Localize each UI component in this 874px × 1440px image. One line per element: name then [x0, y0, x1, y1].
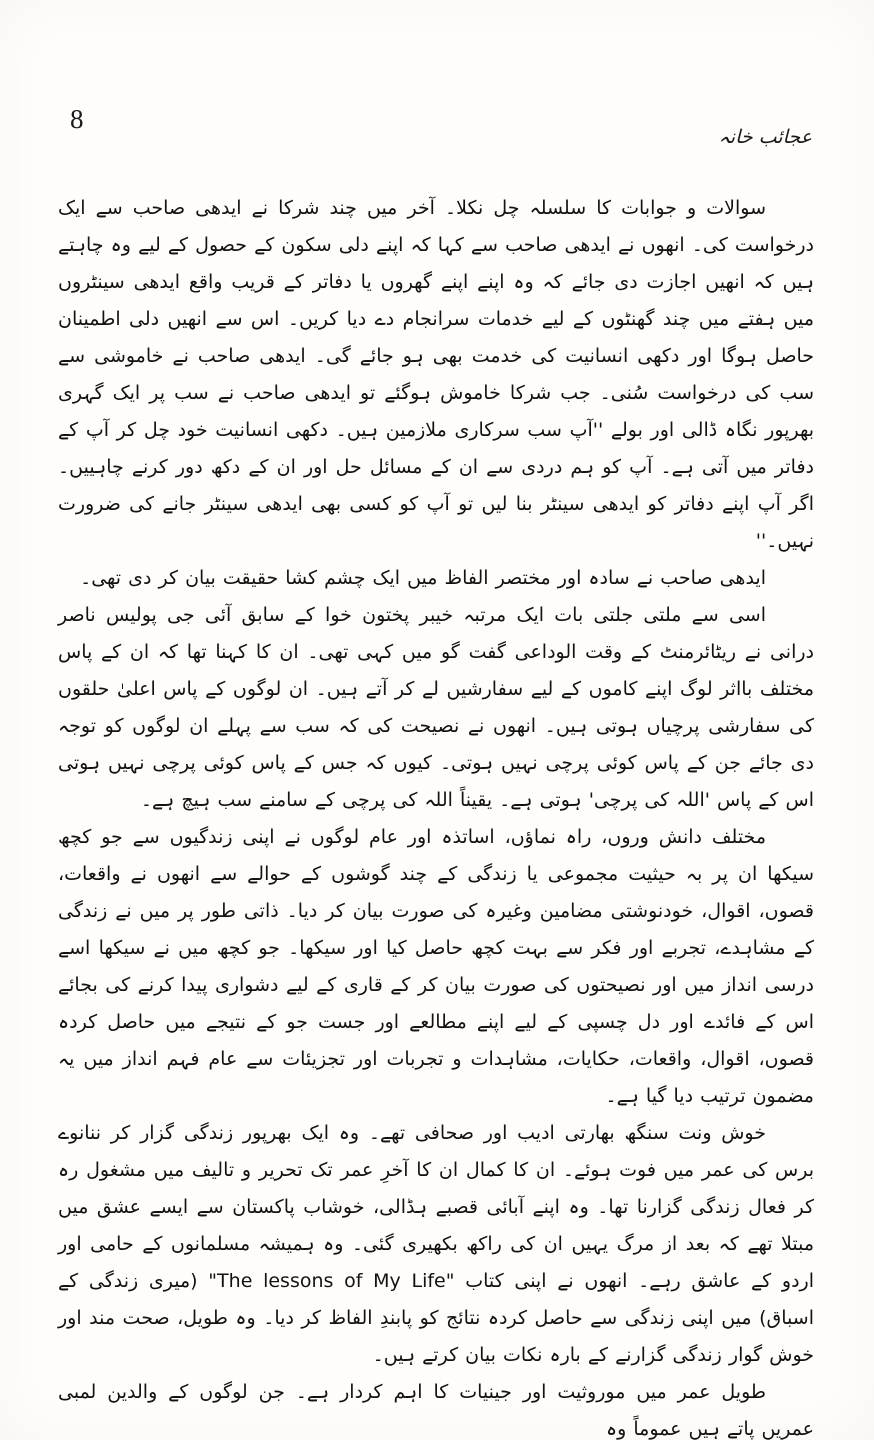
- paragraph-nasir-durrani: اسی سے ملتی جلتی بات ایک مرتبہ خیبر پختون خوا کے سابق آئی جی پولیس ناصر درانی نے ریٹائرمنٹ کے وقت الوداعی گفت گو میں کہی تھی۔ ان کا کہنا تھا کہ ان کے پاس مختلف بااثر لوگ اپنے کاموں کے لیے سفارشیں لے کر آتے ہیں۔ ان لوگوں کے پاس اعلیٰ حلقوں کی سفارشی پرچیاں ہوتی ہیں۔ انھوں نے نصیحت کی کہ سب سے پہلے ان لوگوں کو توجہ دی جائے جن کے پاس کوئی پرچی نہیں ہوتی۔ کیوں کہ جس کے پاس کوئی پرچی نہیں ہوتی اس کے پاس 'اللہ کی پرچی' ہوتی ہے۔ یقیناً اللہ کی پرچی کے سامنے سب ہیچ ہے۔: [58, 604, 814, 811]
- paragraph-khushwant-singh: خوش ونت سنگھ بھارتی ادیب اور صحافی تھے۔ وہ ایک بھرپور زندگی گزار کر ننانوے برس کی عمر میں فوت ہوئے۔ ان کا کمال ان کا آخرِ عمر تک تحریر و تالیف میں مشغول رہ کر فعال زندگی گزارنا تھا۔ وہ اپنے آبائی قصبے ہڈالی، خوشاب پاکستان سے ایسے عشق میں مبتلا تھے کہ بعد از مرگ یہیں ان کی راکھ بکھیری گئی۔ وہ ہمیشہ مسلمانوں کے حامی اور اردو کے عاشق رہے۔ انھوں نے اپنی کتاب "The lessons of My Life" (میری زندگی کے اسباق) میں اپنی زندگی سے حاصل کردہ نتائج کو پابندِ الفاظ کر دیا۔ وہ طویل، صحت مند اور خوش گوار زندگی گزارنے کے بارہ نکات بیان کرتے ہیں۔: [58, 1122, 814, 1366]
- paragraph-life-lessons-method: مختلف دانش وروں، راہ نماؤں، اساتذہ اور عام لوگوں نے اپنی زندگیوں سے جو کچھ سیکھا ان پر بہ حیثیت مجموعی یا زندگی کے چند گوشوں کے حوالے سے انھوں نے واقعات، قصوں، اقوال، خودنوشتی مضامین وغیرہ کی صورت بیان کر دیا۔ ذاتی طور پر میں نے زندگی کے مشاہدے، تجربے اور فکر سے بہت کچھ حاصل کیا اور سیکھا۔ جو کچھ میں نے سیکھا اسے درسی انداز میں اور نصیحتوں کی صورت بیان کر کے قاری کے لیے دشواری پیدا کرنے کی بجائے اس کے فائدے اور دل چسپی کے لیے اپنے مطالعے اور جست جو کے نتیجے میں حاصل کردہ قصوں، اقوال، واقعات، حکایات، مشاہدات و تجربات اور تجزیئات سے عام فہم انداز میں یہ مضمون ترتیب دیا گیا ہے۔: [58, 826, 814, 1107]
- running-header-title: عجائب خانہ: [718, 126, 812, 148]
- paragraph-longevity-genetics: طویل عمر میں موروثیت اور جینیات کا اہم کردار ہے۔ جن لوگوں کے والدین لمبی عمریں پاتے ہیں عموماً وہ: [58, 1381, 814, 1440]
- paragraph-qa-session: سوالات و جوابات کا سلسلہ چل نکلا۔ آخر میں چند شرکا نے ایدھی صاحب سے ایک درخواست کی۔ انھوں نے ایدھی صاحب سے کہا کہ اپنے دلی سکون کے حصول کے لیے وہ چاہتے ہیں کہ انھیں اجازت دی جائے کہ وہ اپنے اپنے گھروں یا دفاتر کے قریب واقع ایدھی سینٹروں میں ہفتے میں چند گھنٹوں کے لیے خدمات سرانجام دے دیا کریں۔ اس سے انھیں دلی اطمینان حاصل ہوگا اور دکھی انسانیت کی خدمت بھی ہو جائے گی۔ ایدھی صاحب نے خاموشی سے سب کی درخواست سُنی۔ جب شرکا خاموش ہوگئے تو ایدھی صاحب نے سب پر ایک گہری بھرپور نگاہ ڈالی اور بولے ''آپ سب سرکاری ملازمین ہیں۔ دکھی انسانیت خود چل کر آپ کے دفاتر میں آتی ہے۔ آپ کو ہم دردی سے ان کے مسائل حل اور ان کے دکھ دور کرنے چاہییں۔ اگر آپ اپنے دفاتر کو ایدھی سینٹر بنا لیں تو آپ کو کسی بھی ایدھی سینٹر جانے کی ضرورت نہیں۔'': [58, 197, 814, 552]
- page-body-text: [58, 190, 814, 1440]
- paragraph-edhi-summary: ایدھی صاحب نے سادہ اور مختصر الفاظ میں ایک چشم کشا حقیقت بیان کر دی تھی۔: [80, 567, 766, 589]
- page-number: 8: [70, 104, 84, 134]
